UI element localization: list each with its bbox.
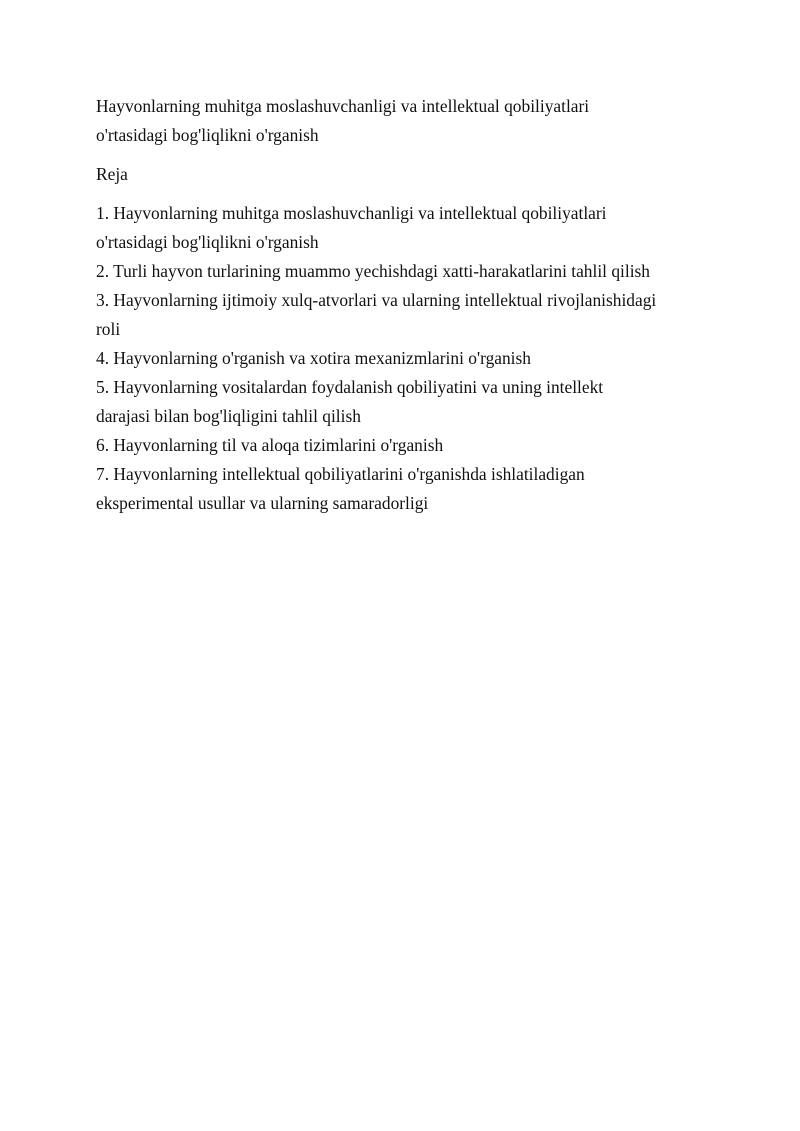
plan-item-1-line-2: o'rtasidagi bog'liqlikni o'rganish — [96, 232, 319, 252]
plan-item-2 — [96, 257, 716, 286]
document-title-line-1: Hayvonlarning muhitga moslashuvchanligi va intellektual qobiliyatlari — [96, 96, 590, 116]
plan-item-6-line-1: 6. Hayvonlarning til va aloqa tizimlarini o'rganish — [96, 435, 444, 455]
plan-item-5-line-1: 5. Hayvonlarning vositalardan foydalanish qobiliyatini va uning intellekt — [96, 377, 604, 397]
plan-item-3-line-2: roli — [96, 319, 121, 339]
plan-item-7 — [96, 460, 716, 518]
document-title-line-2: o'rtasidagi bog'liqlikni o'rganish — [96, 125, 319, 145]
plan-item-4-line-1: 4. Hayvonlarning o'rganish va xotira mexanizmlarini o'rganish — [96, 348, 531, 368]
plan-item-3 — [96, 286, 716, 344]
plan-item-2-line-1: 2. Turli hayvon turlarining muammo yechishdagi xatti-harakatlarini tahlil qilish — [96, 261, 650, 281]
plan-item-1 — [96, 199, 716, 257]
document-title — [96, 92, 716, 150]
plan-item-6 — [96, 431, 716, 460]
plan-item-1-line-1: 1. Hayvonlarning muhitga moslashuvchanligi va intellektual qobiliyatlari — [96, 203, 607, 223]
plan-item-5 — [96, 373, 716, 431]
plan-item-3-line-1: 3. Hayvonlarning ijtimoiy xulq-atvorlari va ularning intellektual rivojlanishidagi — [96, 290, 657, 310]
plan-item-7-line-2: eksperimental usullar va ularning samaradorligi — [96, 493, 429, 513]
plan-item-4 — [96, 344, 716, 373]
plan-list — [96, 199, 716, 518]
plan-item-7-line-1: 7. Hayvonlarning intellektual qobiliyatlarini o'rganishda ishlatiladigan — [96, 464, 585, 484]
plan-heading: Reja — [96, 164, 128, 184]
document-page — [96, 92, 716, 518]
plan-item-5-line-2: darajasi bilan bog'liqligini tahlil qilish — [96, 406, 361, 426]
